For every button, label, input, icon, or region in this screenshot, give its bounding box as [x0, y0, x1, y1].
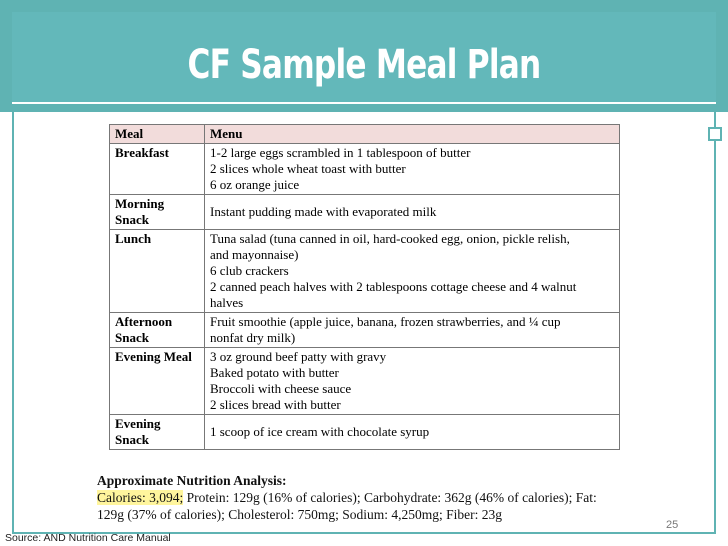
menu-line: 6 club crackers	[210, 263, 289, 278]
meal-cell	[110, 415, 205, 450]
meal-cell	[110, 230, 205, 313]
menu-line: 3 oz ground beef patty with gravy	[210, 349, 387, 364]
menu-line: 6 oz orange juice	[210, 177, 300, 192]
menu-line: Fruit smoothie (apple juice, banana, frozen strawberries, and ¼ cup	[210, 314, 561, 329]
menu-line: Tuna salad (tuna canned in oil, hard-cooked egg, onion, pickle relish,	[210, 231, 570, 246]
table-row	[110, 195, 620, 230]
meal-plan-table	[109, 124, 620, 450]
meal-name: Afternoon	[115, 314, 173, 329]
menu-cell	[205, 195, 620, 230]
header-menu: Menu	[205, 125, 620, 144]
table-header-row	[110, 125, 620, 144]
meal-name: Snack	[115, 330, 149, 345]
meal-name: Snack	[115, 212, 149, 227]
meal-cell	[110, 195, 205, 230]
title-bar	[0, 0, 728, 112]
bullet-square-icon	[708, 127, 722, 141]
meal-cell	[110, 348, 205, 415]
table-row	[110, 144, 620, 195]
menu-cell	[205, 230, 620, 313]
menu-line: Broccoli with cheese sauce	[210, 381, 352, 396]
title-panel	[12, 12, 716, 104]
menu-line: and mayonnaise)	[210, 247, 299, 262]
page-number: 25	[666, 519, 679, 531]
calories-highlight: Calories: 3,094;	[97, 490, 184, 505]
menu-cell	[205, 415, 620, 450]
table-row	[110, 313, 620, 348]
menu-cell	[205, 144, 620, 195]
table-row	[110, 230, 620, 313]
meal-name: Morning	[115, 196, 165, 211]
analysis-heading: Approximate Nutrition Analysis:	[97, 473, 287, 488]
menu-line: 2 canned peach halves with 2 tablespoons cottage cheese and 4 walnut	[210, 279, 577, 294]
frame-left-rule	[12, 112, 14, 532]
table-row	[110, 415, 620, 450]
menu-line: 1-2 large eggs scrambled in 1 tablespoon of butter	[210, 145, 471, 160]
menu-line: 1 scoop of ice cream with chocolate syrup	[210, 424, 430, 439]
menu-cell	[205, 348, 620, 415]
menu-line: 2 slices whole wheat toast with butter	[210, 161, 406, 176]
analysis-line-1-rest: Protein: 129g (16% of calories); Carbohydrate: 362g (46% of calories); Fat:	[183, 490, 597, 505]
slide-title: CF Sample Meal Plan	[187, 42, 541, 88]
analysis-line-1	[97, 489, 617, 506]
menu-cell	[205, 313, 620, 348]
source-citation: Source: AND Nutrition Care Manual	[5, 532, 171, 544]
meal-cell	[110, 144, 205, 195]
menu-line: halves	[210, 295, 244, 310]
analysis-line-2: 129g (37% of calories); Cholesterol: 750mg; Sodium: 4,250mg; Fiber: 23g	[97, 507, 502, 522]
meal-name: Breakfast	[115, 145, 169, 160]
table-row	[110, 348, 620, 415]
nutrition-analysis	[97, 472, 617, 523]
menu-line: 2 slices bread with butter	[210, 397, 341, 412]
frame-right-rule	[714, 112, 716, 532]
menu-line: Instant pudding made with evaporated milk	[210, 204, 437, 219]
header-meal: Meal	[110, 125, 205, 144]
menu-line: Baked potato with butter	[210, 365, 339, 380]
meal-name: Lunch	[115, 231, 152, 246]
meal-name: Snack	[115, 432, 149, 447]
meal-name: Evening	[115, 416, 161, 431]
meal-name: Evening Meal	[115, 349, 192, 364]
menu-line: nonfat dry milk)	[210, 330, 296, 345]
meal-cell	[110, 313, 205, 348]
